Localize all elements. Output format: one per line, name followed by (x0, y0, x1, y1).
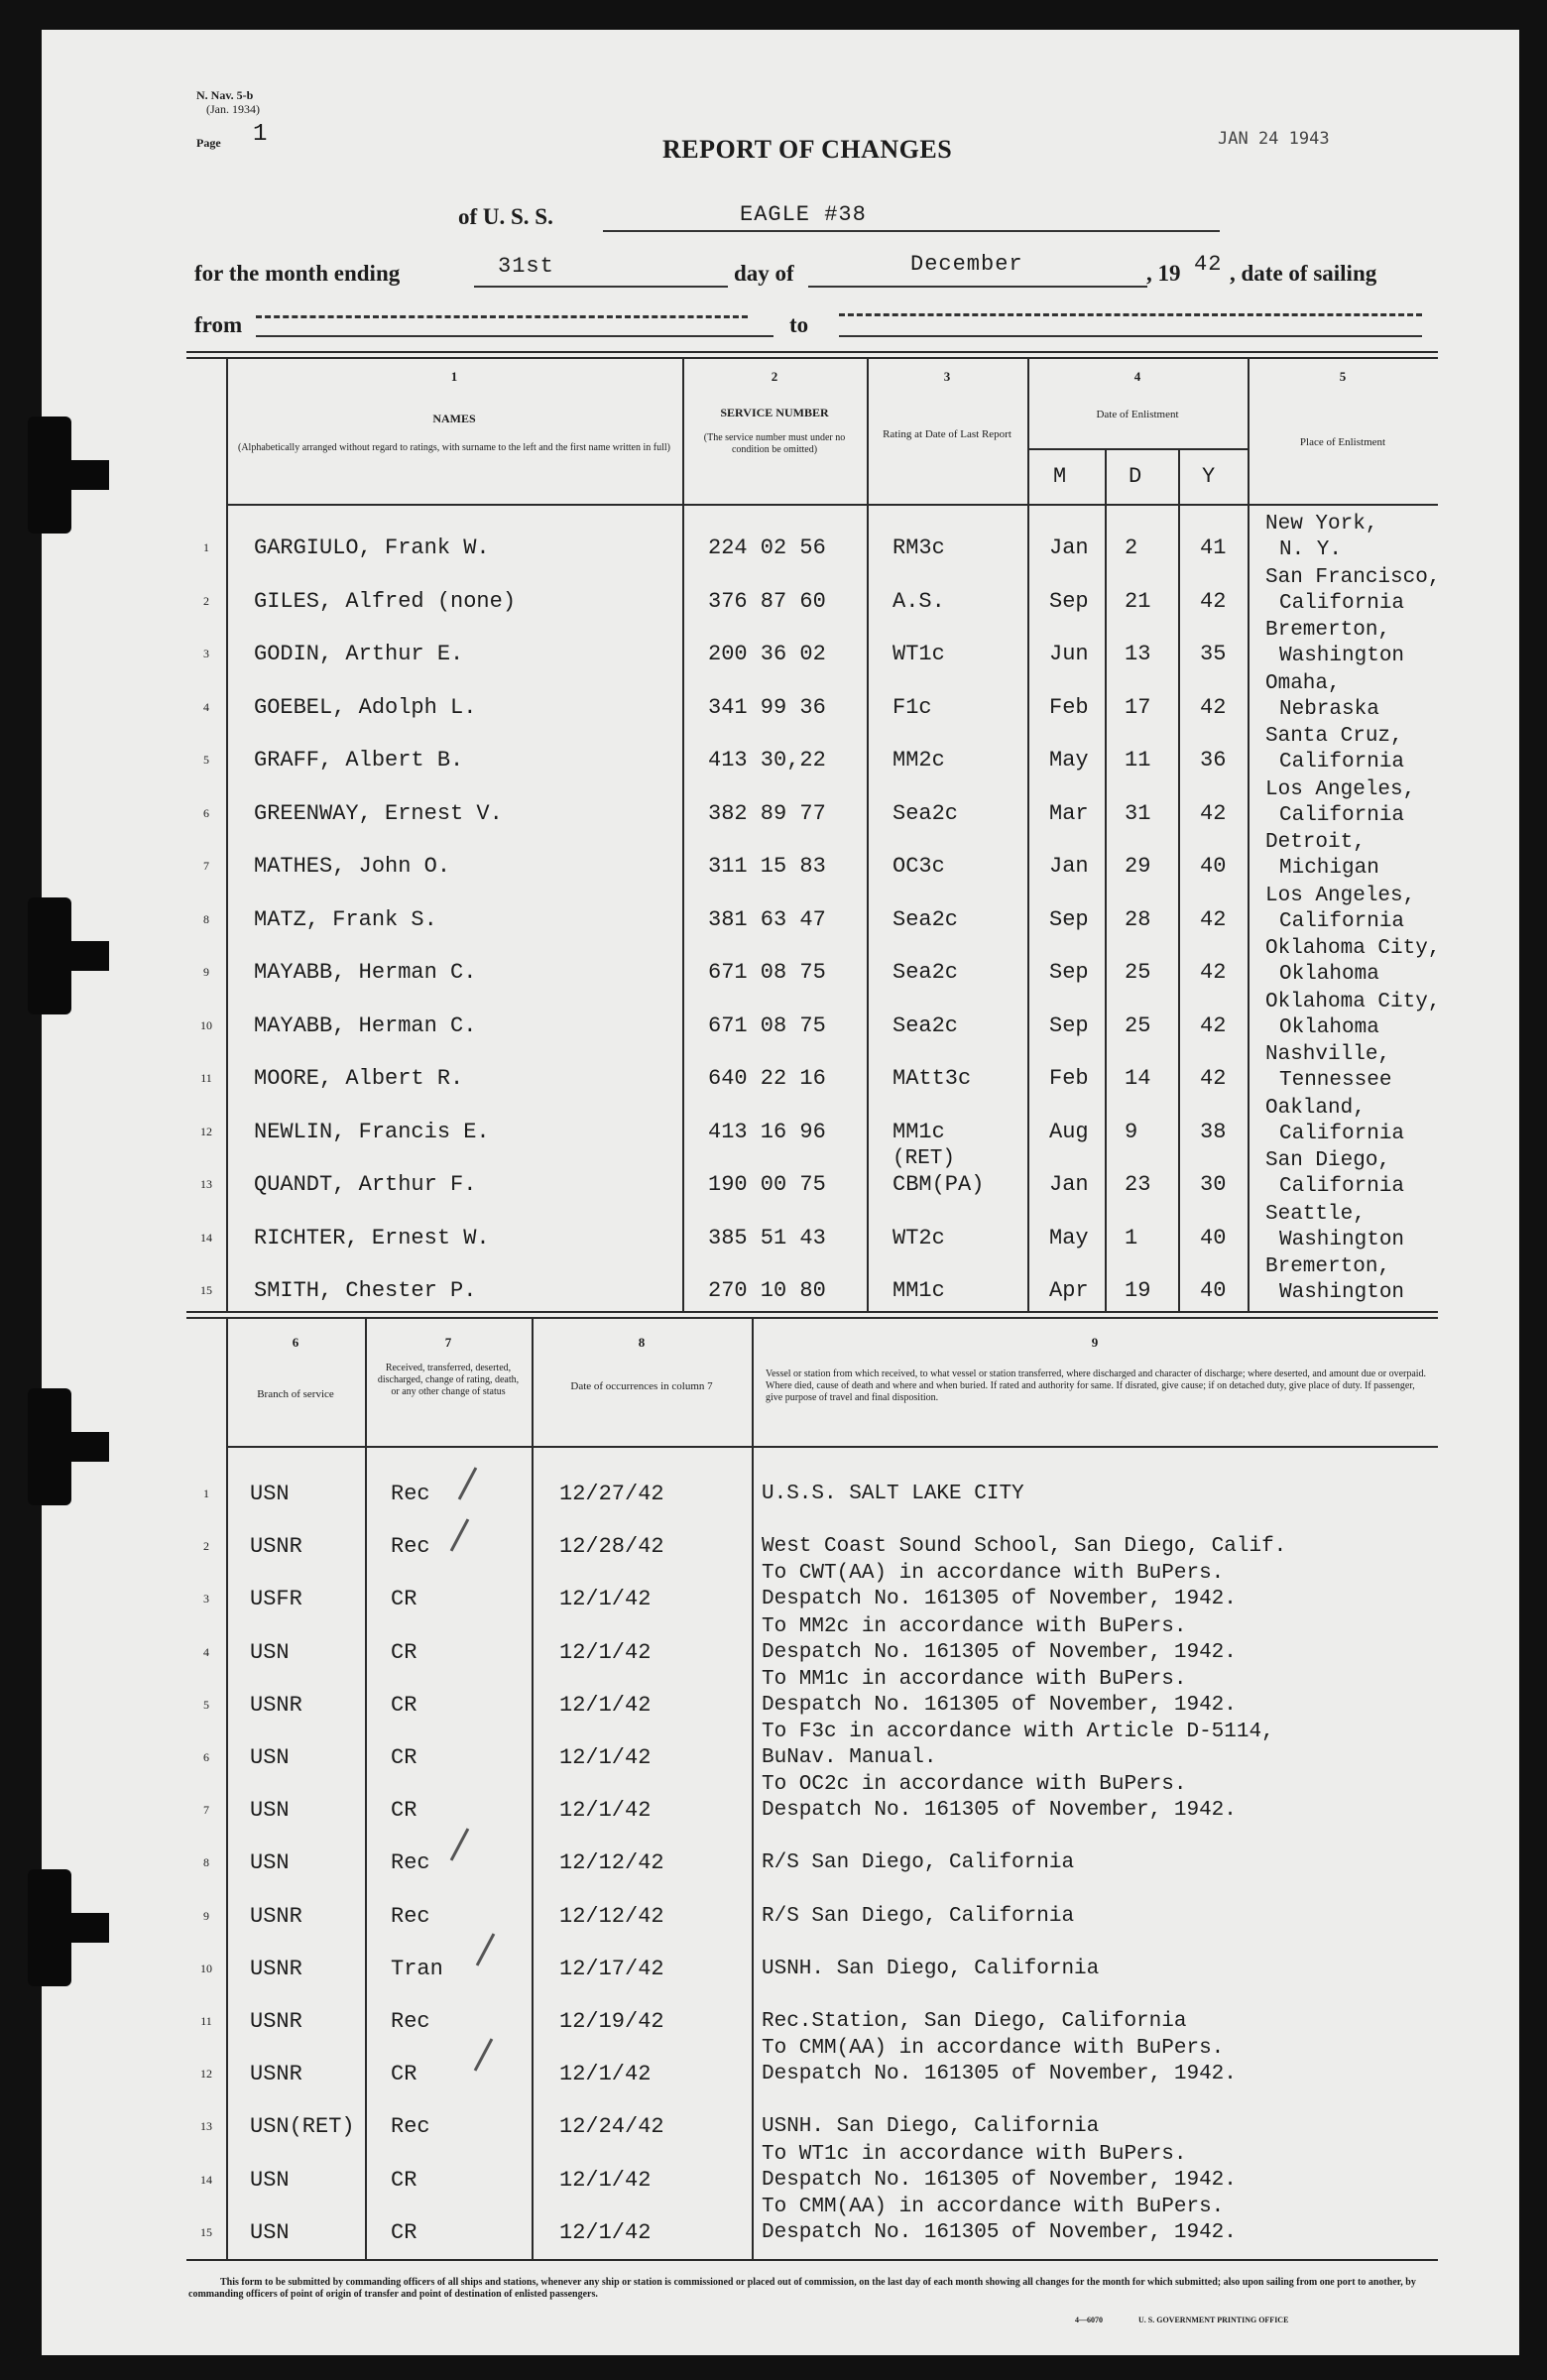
place-city-cell: Bremerton, (1265, 1255, 1391, 1278)
row-number: 12 (200, 2067, 212, 2082)
status-cell: CR (391, 2062, 417, 2087)
enlist-month-cell: Jan (1049, 1172, 1089, 1197)
binder-clip (28, 416, 71, 534)
status-cell: Rec (391, 1903, 430, 1929)
remarks-line-1: To MM2c in accordance with BuPers. (762, 1614, 1187, 1638)
col-names-header: NAMES (432, 412, 476, 425)
enlist-day-cell: 25 (1125, 1012, 1151, 1038)
branch-cell: USN (250, 1850, 290, 1876)
enlist-day-cell: 28 (1125, 906, 1151, 932)
row-number: 3 (203, 1592, 209, 1606)
enlist-month-cell: May (1049, 748, 1089, 773)
place-state-cell: California (1279, 803, 1405, 827)
enlist-day-cell: 25 (1125, 960, 1151, 985)
service-number-cell: 224 02 56 (708, 536, 826, 560)
row-number: 14 (200, 1230, 212, 1245)
row-number: 2 (203, 1539, 209, 1554)
rating-cell: A.S. (892, 588, 945, 614)
row-number: 13 (200, 1177, 212, 1191)
place-state-cell: Michigan (1279, 857, 1379, 880)
remarks-line-1: To WT1c in accordance with BuPers. (762, 2142, 1187, 2166)
col-4-number: 4 (1133, 369, 1141, 384)
status-cell: CR (391, 2219, 417, 2245)
row-number: 2 (203, 593, 209, 608)
rating-cell: MM1c (892, 1278, 945, 1303)
row-number: 1 (203, 1487, 209, 1500)
occurrence-date-cell: 12/1/42 (559, 1587, 652, 1612)
place-city-cell: Los Angeles, (1265, 777, 1416, 801)
enlist-year-cell: 42 (1200, 906, 1227, 932)
name-cell: GOEBEL, Adolph L. (254, 694, 477, 720)
status-cell: CR (391, 2167, 417, 2193)
row-number: 6 (203, 805, 209, 820)
occurrence-date-cell: 12/1/42 (559, 1692, 652, 1718)
place-city-cell: Detroit, (1265, 831, 1366, 854)
place-city-cell: San Francisco, (1265, 565, 1441, 589)
enlist-month-cell: Jan (1049, 536, 1089, 560)
col-6-number: 6 (292, 1335, 299, 1350)
enlist-year-cell: 40 (1200, 854, 1227, 879)
name-cell: SMITH, Chester P. (254, 1278, 477, 1303)
year-suffix: 42 (1194, 252, 1223, 277)
enlist-year-cell: 38 (1200, 1119, 1227, 1144)
status-cell: CR (391, 1798, 417, 1824)
month-value: December (910, 252, 1023, 277)
received-stamp: JAN 24 1943 (1218, 129, 1330, 149)
name-cell: MATHES, John O. (254, 854, 451, 879)
remarks-line-2: R/S San Diego, California (762, 1904, 1075, 1928)
col-5-number: 5 (1339, 369, 1347, 384)
remarks-line-2: Rec.Station, San Diego, California (762, 2010, 1187, 2033)
row-number: 5 (203, 753, 209, 767)
form-edition: (Jan. 1934) (206, 102, 260, 116)
row-number: 13 (200, 2119, 212, 2134)
enlist-year-cell: 35 (1200, 642, 1227, 666)
status-cell: Rec (391, 1534, 430, 1560)
from-label: from (194, 312, 243, 337)
name-cell: MAYABB, Herman C. (254, 1012, 477, 1038)
rating-note-cell: (RET) (892, 1147, 956, 1170)
row-number: 15 (200, 1283, 212, 1297)
row-number: 10 (200, 1961, 212, 1975)
place-city-cell: Seattle, (1265, 1202, 1366, 1226)
col-month-header: M (1053, 464, 1067, 489)
place-state-cell: California (1279, 1175, 1405, 1198)
row-number: 4 (203, 699, 209, 714)
rating-cell: Sea2c (892, 1012, 959, 1038)
occurrence-date-cell: 12/27/42 (559, 1482, 664, 1506)
enlist-year-cell: 40 (1200, 1225, 1227, 1250)
place-state-cell: Nebraska (1279, 697, 1379, 721)
enlist-month-cell: Sep (1049, 960, 1089, 985)
enlist-day-cell: 17 (1125, 694, 1151, 720)
name-cell: GREENWAY, Ernest V. (254, 800, 503, 826)
col-9-number: 9 (1091, 1335, 1099, 1350)
name-cell: GARGIULO, Frank W. (254, 536, 490, 560)
branch-cell: USNR (250, 2009, 302, 2034)
place-state-cell: California (1279, 751, 1405, 774)
occurrence-date-cell: 12/1/42 (559, 1745, 652, 1770)
remarks-line-2: Despatch No. 161305 of November, 1942. (762, 2063, 1237, 2086)
occurrence-date-cell: 12/1/42 (559, 1798, 652, 1824)
service-number-cell: 382 89 77 (708, 800, 826, 826)
enlist-month-cell: Feb (1049, 694, 1089, 720)
page-title: REPORT OF CHANGES (662, 135, 953, 164)
occurrence-date-cell: 12/1/42 (559, 2167, 652, 2193)
name-cell: RICHTER, Ernest W. (254, 1225, 490, 1250)
place-state-cell: Oklahoma (1279, 1015, 1379, 1039)
status-cell: Rec (391, 1850, 430, 1876)
sailing-label: , date of sailing (1230, 261, 1377, 286)
enlist-day-cell: 11 (1125, 748, 1151, 773)
place-state-cell: Washington (1279, 1228, 1405, 1251)
enlist-year-cell: 42 (1200, 588, 1227, 614)
place-state-cell: Tennessee (1279, 1069, 1392, 1092)
col-8-number: 8 (638, 1335, 646, 1350)
row-number: 14 (200, 2172, 212, 2187)
branch-cell: USN (250, 1639, 290, 1665)
row-number: 10 (200, 1017, 212, 1032)
remarks-line-1: To MM1c in accordance with BuPers. (762, 1667, 1187, 1691)
remarks-line-1: To CMM(AA) in accordance with BuPers. (762, 2037, 1225, 2061)
service-number-cell: 640 22 16 (708, 1066, 826, 1091)
enlist-year-cell: 42 (1200, 1012, 1227, 1038)
rating-cell: CBM(PA) (892, 1172, 985, 1197)
enlist-day-cell: 29 (1125, 854, 1151, 879)
service-number-cell: 671 08 75 (708, 960, 826, 985)
remarks-line-2: West Coast Sound School, San Diego, Calif. (762, 1535, 1287, 1559)
place-city-cell: Oklahoma City, (1265, 990, 1441, 1013)
page-number: 1 (253, 121, 268, 148)
binder-clip (28, 897, 71, 1014)
enlist-month-cell: Apr (1049, 1278, 1089, 1303)
enlist-month-cell: Sep (1049, 1012, 1089, 1038)
service-number-cell: 385 51 43 (708, 1225, 826, 1250)
row-number: 6 (203, 1750, 209, 1764)
enlist-year-cell: 30 (1200, 1172, 1227, 1197)
enlist-year-cell: 41 (1200, 536, 1227, 560)
row-number: 4 (203, 1644, 209, 1659)
place-state-cell: Washington (1279, 645, 1405, 667)
name-cell: MOORE, Albert R. (254, 1066, 464, 1091)
col-service-note: (The service number must under no condition be omitted) (703, 432, 846, 455)
service-number-cell: 671 08 75 (708, 1012, 826, 1038)
footer-code: 4—6070 (1075, 2316, 1103, 2324)
rating-cell: MM1c (892, 1119, 945, 1144)
enlist-day-cell: 21 (1125, 588, 1151, 614)
remarks-line-2: Despatch No. 161305 of November, 1942. (762, 2168, 1237, 2192)
remarks-line-2: Despatch No. 161305 of November, 1942. (762, 1693, 1237, 1717)
row-number: 11 (200, 2014, 212, 2028)
col-place-header: Place of Enlistment (1299, 436, 1386, 448)
enlist-month-cell: Sep (1049, 588, 1089, 614)
rating-cell: WT2c (892, 1225, 945, 1250)
status-cell: Rec (391, 1482, 430, 1506)
service-number-cell: 413 16 96 (708, 1119, 826, 1144)
place-city-cell: Santa Cruz, (1265, 725, 1403, 748)
branch-cell: USNR (250, 1692, 302, 1718)
branch-cell: USNR (250, 1903, 302, 1929)
service-number-cell: 341 99 36 (708, 694, 826, 720)
service-number-cell: 190 00 75 (708, 1172, 826, 1197)
name-cell: GRAFF, Albert B. (254, 748, 464, 773)
enlist-month-cell: Jun (1049, 642, 1089, 666)
service-number-cell: 381 63 47 (708, 906, 826, 932)
row-number: 5 (203, 1697, 209, 1712)
enlist-month-cell: Aug (1049, 1119, 1089, 1144)
col-2-number: 2 (771, 369, 778, 384)
col-day-header: D (1129, 464, 1142, 489)
place-city-cell: Oklahoma City, (1265, 937, 1441, 960)
status-cell: CR (391, 1639, 417, 1665)
branch-cell: USNR (250, 1534, 302, 1560)
occurrence-date-cell: 12/24/42 (559, 2114, 664, 2140)
enlist-day-cell: 9 (1125, 1119, 1138, 1144)
name-cell: GODIN, Arthur E. (254, 642, 464, 666)
service-number-cell: 376 87 60 (708, 588, 826, 614)
branch-cell: USN (250, 1482, 290, 1506)
remarks-line-2: Despatch No. 161305 of November, 1942. (762, 1640, 1237, 1664)
enlist-year-cell: 42 (1200, 1066, 1227, 1091)
col-status-header: Received, transferred, deserted, discharged, change of rating, death, or any other change of status (377, 1363, 520, 1397)
service-number-cell: 413 30,22 (708, 748, 826, 773)
col-branch-header: Branch of service (257, 1388, 334, 1400)
enlist-day-cell: 31 (1125, 800, 1151, 826)
occurrence-date-cell: 12/1/42 (559, 2219, 652, 2245)
row-number: 1 (203, 540, 209, 554)
place-state-cell: California (1279, 591, 1405, 615)
row-number: 15 (200, 2224, 212, 2239)
service-number-cell: 311 15 83 (708, 854, 826, 879)
place-state-cell: N. Y. (1279, 538, 1343, 561)
col-3-number: 3 (943, 369, 951, 384)
name-cell: QUANDT, Arthur F. (254, 1172, 477, 1197)
col-date-header: Date of occurrences in column 7 (570, 1380, 713, 1392)
remarks-line-1: To CMM(AA) in accordance with BuPers. (762, 2195, 1225, 2218)
place-city-cell: Nashville, (1265, 1043, 1391, 1066)
enlist-day-cell: 23 (1125, 1172, 1151, 1197)
rating-cell: MAtt3c (892, 1066, 972, 1091)
year-prefix: , 19 (1146, 261, 1181, 286)
col-7-number: 7 (444, 1335, 452, 1350)
enlist-year-cell: 42 (1200, 694, 1227, 720)
row-number: 8 (203, 1855, 209, 1870)
enlist-month-cell: Mar (1049, 800, 1089, 826)
place-city-cell: San Diego, (1265, 1149, 1391, 1172)
remarks-line-2: BuNav. Manual. (762, 1746, 937, 1769)
remarks-line-2: Despatch No. 161305 of November, 1942. (762, 2220, 1237, 2244)
enlist-day-cell: 2 (1125, 536, 1138, 560)
status-cell: Rec (391, 2114, 430, 2140)
remarks-line-2: Despatch No. 161305 of November, 1942. (762, 1799, 1237, 1823)
branch-cell: USN (250, 1745, 290, 1770)
row-number: 7 (203, 859, 209, 873)
occurrence-date-cell: 12/1/42 (559, 1639, 652, 1665)
occurrence-date-cell: 12/1/42 (559, 2062, 652, 2087)
row-number: 11 (200, 1071, 212, 1085)
rating-cell: Sea2c (892, 906, 959, 932)
row-number: 9 (203, 1908, 209, 1923)
remarks-line-1: To F3c in accordance with Article D-5114, (762, 1721, 1274, 1743)
form-id: N. Nav. 5-b (196, 88, 254, 102)
remarks-line-2: R/S San Diego, California (762, 1851, 1075, 1875)
enlist-year-cell: 42 (1200, 800, 1227, 826)
ship-label: of U. S. S. (458, 204, 553, 229)
branch-cell: USNR (250, 2062, 302, 2087)
name-cell: GILES, Alfred (none) (254, 588, 517, 614)
branch-cell: USN (250, 1798, 290, 1824)
binder-clip (28, 1869, 71, 1986)
occurrence-date-cell: 12/28/42 (559, 1534, 664, 1560)
rating-cell: Sea2c (892, 800, 959, 826)
rating-cell: Sea2c (892, 960, 959, 985)
remarks-line-1: To OC2c in accordance with BuPers. (762, 1773, 1187, 1797)
enlist-month-cell: Feb (1049, 1066, 1089, 1091)
row-number: 12 (200, 1124, 212, 1138)
status-cell: CR (391, 1587, 417, 1612)
col-year-header: Y (1202, 464, 1216, 489)
branch-cell: USFR (250, 1587, 302, 1612)
col-names-note: (Alphabetically arranged without regard to ratings, with surname to the left and the first name written in full) (238, 442, 670, 453)
enlist-month-cell: Jan (1049, 854, 1089, 879)
occurrence-date-cell: 12/17/42 (559, 1956, 664, 1981)
enlist-day-cell: 13 (1125, 642, 1151, 666)
remarks-line-1: To CWT(AA) in accordance with BuPers. (762, 1562, 1225, 1586)
remarks-line-2: U.S.S. SALT LAKE CITY (762, 1483, 1024, 1505)
day-value: 31st (498, 254, 554, 279)
rating-cell: WT1c (892, 642, 945, 666)
rating-cell: OC3c (892, 854, 945, 879)
status-cell: Tran (391, 1956, 443, 1981)
service-number-cell: 270 10 80 (708, 1278, 826, 1303)
enlist-day-cell: 19 (1125, 1278, 1151, 1303)
remarks-line-2: USNH. San Diego, California (762, 1957, 1100, 1980)
rating-cell: RM3c (892, 536, 945, 560)
place-city-cell: Los Angeles, (1265, 884, 1416, 907)
rating-cell: MM2c (892, 748, 945, 773)
place-state-cell: Oklahoma (1279, 963, 1379, 986)
place-city-cell: Bremerton, (1265, 619, 1391, 642)
enlist-day-cell: 14 (1125, 1066, 1151, 1091)
branch-cell: USN (250, 2167, 290, 2193)
row-number: 7 (203, 1803, 209, 1818)
enlist-month-cell: Sep (1049, 906, 1089, 932)
place-city-cell: Oakland, (1265, 1096, 1366, 1120)
col-rating-header: Rating at Date of Last Report (883, 428, 1012, 440)
row-number: 8 (203, 911, 209, 926)
enlist-day-cell: 1 (1125, 1225, 1138, 1250)
month-ending-label: for the month ending (194, 261, 401, 286)
occurrence-date-cell: 12/19/42 (559, 2009, 664, 2034)
place-state-cell: California (1279, 1122, 1405, 1145)
col-1-number: 1 (450, 369, 458, 384)
col-service-header: SERVICE NUMBER (720, 406, 829, 419)
enlist-year-cell: 40 (1200, 1278, 1227, 1303)
rating-cell: F1c (892, 694, 932, 720)
branch-cell: USNR (250, 1956, 302, 1981)
row-number: 3 (203, 647, 209, 660)
binder-clip (28, 1388, 71, 1505)
name-cell: MATZ, Frank S. (254, 906, 437, 932)
footer-printer: U. S. GOVERNMENT PRINTING OFFICE (1138, 2316, 1289, 2324)
page-label: Page (196, 136, 221, 150)
name-cell: NEWLIN, Francis E. (254, 1119, 490, 1144)
ship-name: EAGLE #38 (740, 202, 867, 227)
col-enlistment-header: Date of Enlistment (1096, 409, 1179, 420)
remarks-line-2: USNH. San Diego, California (762, 2115, 1100, 2139)
footer-instructions: This form to be submitted by commanding officers of all ships and stations, whenever any ship or station is commissioned or placed out of commission, on the last day of each month showing all changes for the month for which submitted; also upon sailing from one port to another, by commanding officers of point of origin of transfer and point of destination of enlisted passengers. (188, 2277, 1416, 2300)
place-city-cell: New York, (1265, 513, 1378, 536)
name-cell: MAYABB, Herman C. (254, 960, 477, 985)
col-remarks-header: Vessel or station from which received, to what vessel or station transferred, where discharged and character of discharge; where deserted, and amount due or overpaid. Where died, cause of death and where and when buried. If rated and authority for same. If disrated, give cause; if on detached duty, give place of duty. If passenger, give purpose of travel and final disposition. (766, 1368, 1427, 1403)
status-cell: CR (391, 1692, 417, 1718)
to-label: to (789, 312, 809, 337)
service-number-cell: 200 36 02 (708, 642, 826, 666)
remarks-line-2: Despatch No. 161305 of November, 1942. (762, 1588, 1237, 1611)
occurrence-date-cell: 12/12/42 (559, 1903, 664, 1929)
day-of-label: day of (734, 261, 794, 286)
enlist-year-cell: 36 (1200, 748, 1227, 773)
enlist-month-cell: May (1049, 1225, 1089, 1250)
row-number: 9 (203, 965, 209, 979)
place-state-cell: Washington (1279, 1281, 1405, 1304)
status-cell: CR (391, 1745, 417, 1770)
place-state-cell: California (1279, 909, 1405, 933)
status-cell: Rec (391, 2009, 430, 2034)
enlist-year-cell: 42 (1200, 960, 1227, 985)
branch-cell: USN(RET) (250, 2114, 355, 2140)
branch-cell: USN (250, 2219, 290, 2245)
place-city-cell: Omaha, (1265, 671, 1341, 695)
occurrence-date-cell: 12/12/42 (559, 1850, 664, 1876)
